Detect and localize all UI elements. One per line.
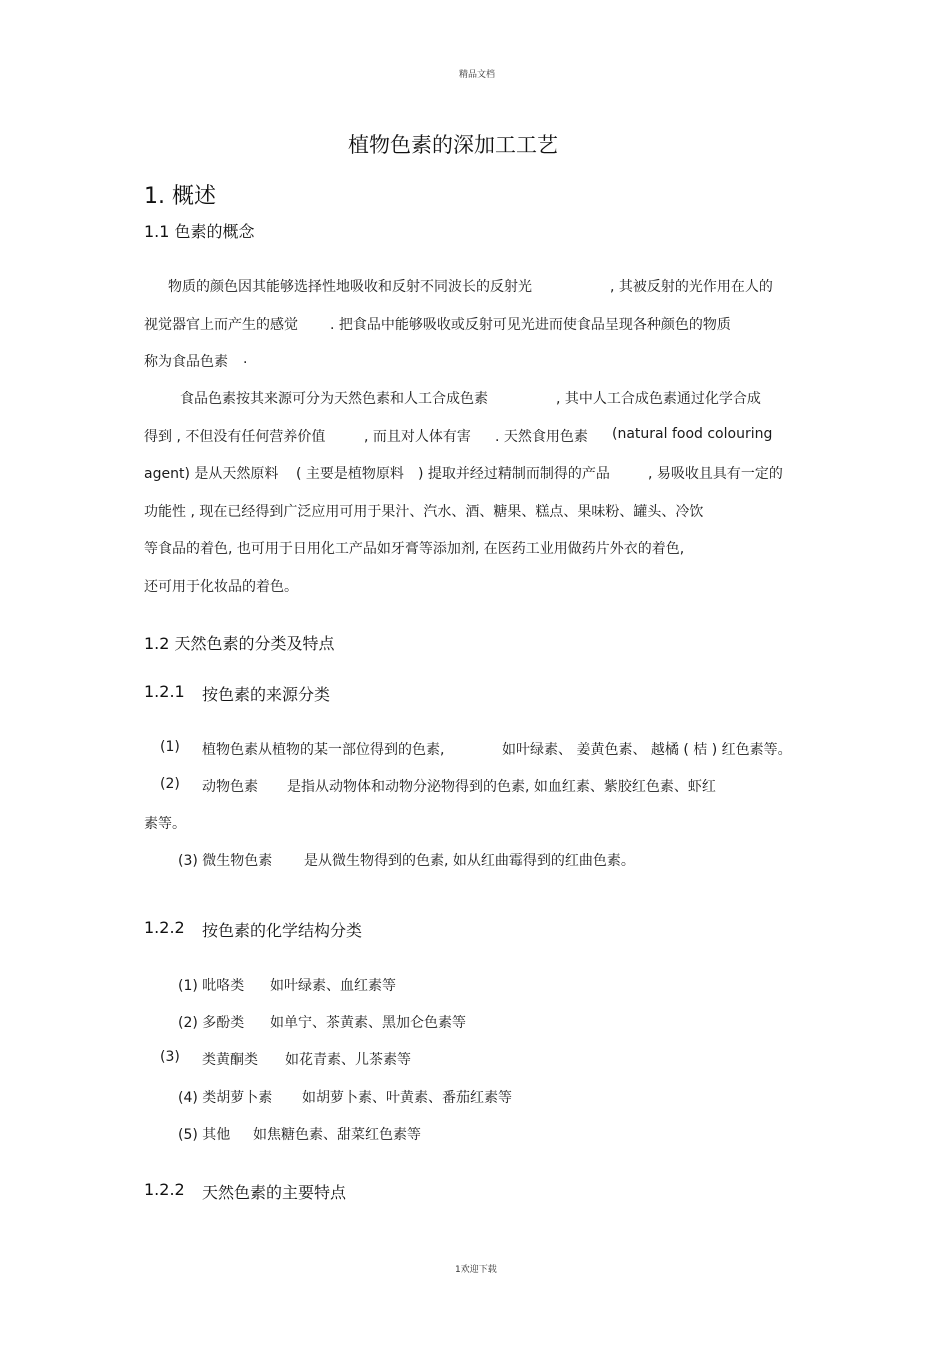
paragraph-2-line-4: 功能性 , 现在已经得到广泛应用可用于果汁、汽水、酒、糖果、糕点、果味粉、罐头、冷饮 bbox=[144, 504, 704, 520]
paragraph-2-line-1b: , 其中人工合成色素通过化学合成 bbox=[556, 391, 761, 407]
section-heading-1: 1. 概述 bbox=[144, 184, 216, 209]
source-list-item-3-text-a: (3) 微生物色素 bbox=[178, 853, 273, 869]
paragraph-2-line-1a: 食品色素按其来源可分为天然色素和人工合成色素 bbox=[180, 391, 488, 407]
structure-list-item-3-text-b: 如花青素、儿茶素等 bbox=[285, 1052, 411, 1068]
paragraph-2-line-3c: ) 提取并经过精制而制得的产品 bbox=[418, 466, 610, 482]
footer bbox=[455, 1262, 497, 1275]
source-list-item-2-text-b: 是指从动物体和动物分泌物得到的色素, 如血红素、紫胶红色素、虾红 bbox=[287, 779, 716, 795]
document-title: 植物色素的深加工工艺 bbox=[348, 133, 558, 157]
paragraph-1-line-2a: 视觉器官上而产生的感觉 bbox=[144, 317, 298, 333]
structure-list-item-2-text-b: 如单宁、茶黄素、黑加仑色素等 bbox=[270, 1015, 466, 1031]
source-list-item-1-text-a: 植物色素从植物的某一部位得到的色素, bbox=[202, 742, 445, 758]
structure-list-item-4-text-b: 如胡萝卜素、叶黄素、番茄红素等 bbox=[302, 1090, 512, 1106]
source-list-item-1-number: (1) bbox=[160, 739, 180, 755]
footer-mark: 欢迎下载 bbox=[460, 1265, 497, 1275]
structure-list-item-3-number: (3) bbox=[160, 1049, 180, 1065]
page-number: 1 bbox=[455, 1265, 461, 1275]
paragraph-1-line-3a: 称为食品色素 bbox=[144, 354, 228, 370]
section-heading-1-2-1-text: 按色素的来源分类 bbox=[202, 685, 331, 704]
structure-list-item-3-text-a: 类黄酮类 bbox=[202, 1052, 258, 1068]
source-list-item-2-number: (2) bbox=[160, 776, 180, 792]
section-heading-features-number: 1.2.2 bbox=[144, 1180, 185, 1199]
section-heading-1-2-2-number: 1.2.2 bbox=[144, 918, 185, 937]
section-heading-1-2: 1.2 天然色素的分类及特点 bbox=[144, 634, 335, 653]
paragraph-2-line-2b: , 而且对人体有害 bbox=[364, 429, 471, 445]
paragraph-1-line-1b: , 其被反射的光作用在人的 bbox=[610, 279, 773, 295]
source-list-item-2-text-c: 素等。 bbox=[144, 816, 186, 832]
header-mark: 精品文档 bbox=[459, 70, 496, 80]
paragraph-2-line-6: 还可用于化妆品的着色。 bbox=[144, 579, 298, 595]
source-list-item-1-text-b: 如叶绿素、 姜黄色素、 越橘 ( 桔 ) 红色素等。 bbox=[502, 742, 792, 758]
paragraph-1-line-3b: . bbox=[243, 351, 248, 367]
paragraph-2-line-5: 等食品的着色, 也可用于日用化工产品如牙膏等添加剂, 在医药工业用做药片外衣的着色, bbox=[144, 541, 685, 557]
paragraph-2-line-3d: , 易吸收且具有一定的 bbox=[648, 466, 783, 482]
section-heading-1-1: 1.1 色素的概念 bbox=[144, 222, 255, 241]
structure-list-item-2-text-a: (2) 多酚类 bbox=[178, 1015, 245, 1031]
structure-list-item-5-text-a: (5) 其他 bbox=[178, 1127, 231, 1143]
paragraph-2-line-3a: agent) 是从天然原料 bbox=[144, 466, 279, 482]
structure-list-item-4-text-a: (4) 类胡萝卜素 bbox=[178, 1090, 273, 1106]
paragraph-2-line-2c: . 天然食用色素 bbox=[495, 429, 588, 445]
paragraph-1-line-2b: . 把食品中能够吸收或反射可见光进而使食品呈现各种颜色的物质 bbox=[330, 317, 731, 333]
paragraph-2-line-2d: (natural food colouring bbox=[612, 426, 773, 442]
structure-list-item-1-text-a: (1) 吡咯类 bbox=[178, 978, 245, 994]
source-list-item-3-text-b: 是从微生物得到的色素, 如从红曲霉得到的红曲色素。 bbox=[304, 853, 635, 869]
source-list-item-2-text-a: 动物色素 bbox=[202, 779, 258, 795]
paragraph-2-line-3b: ( 主要是植物原料 bbox=[296, 466, 404, 482]
section-heading-1-2-1-number: 1.2.1 bbox=[144, 682, 185, 701]
section-heading-features-text: 天然色素的主要特点 bbox=[202, 1183, 347, 1202]
paragraph-2-line-2a: 得到 , 不但没有任何营养价值 bbox=[144, 429, 326, 445]
structure-list-item-1-text-b: 如叶绿素、血红素等 bbox=[270, 978, 396, 994]
section-heading-1-2-2-text: 按色素的化学结构分类 bbox=[202, 921, 363, 940]
structure-list-item-5-text-b: 如焦糖色素、甜菜红色素等 bbox=[253, 1127, 421, 1143]
paragraph-1-line-1a: 物质的颜色因其能够选择性地吸收和反射不同波长的反射光 bbox=[168, 279, 532, 295]
